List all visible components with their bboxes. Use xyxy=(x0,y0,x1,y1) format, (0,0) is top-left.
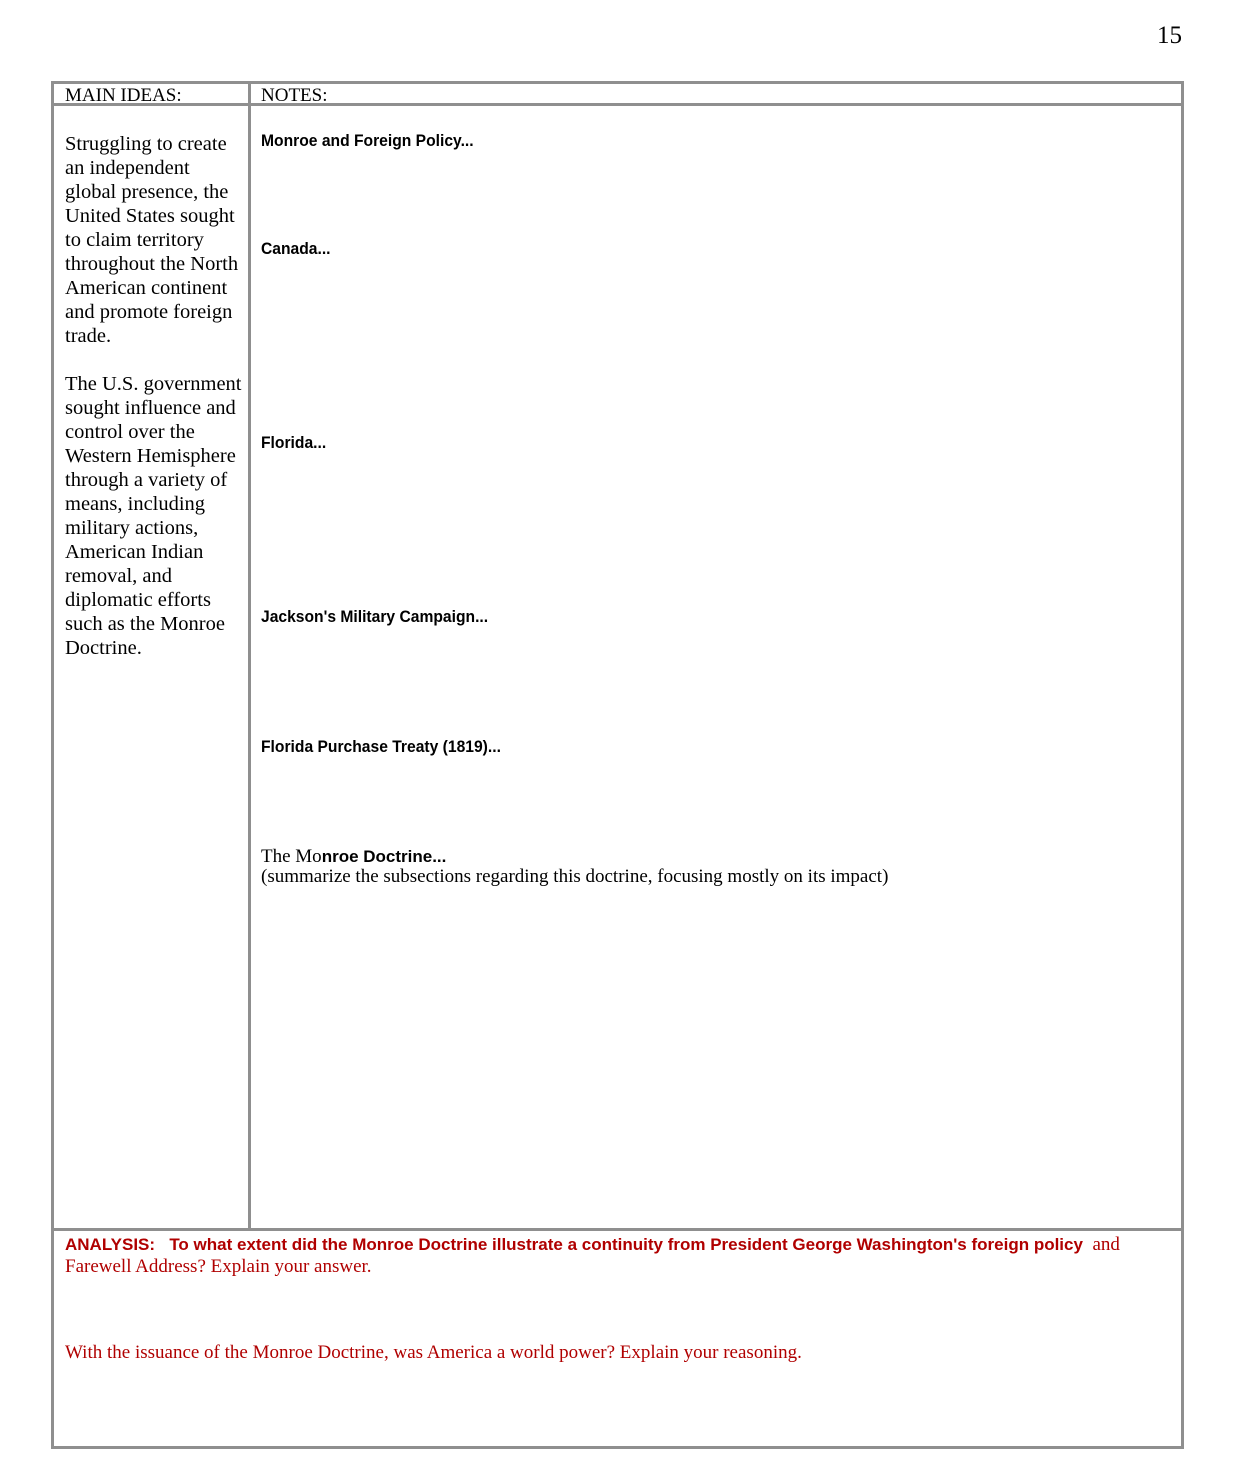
notes-table xyxy=(51,81,1184,1449)
notes-header: NOTES: xyxy=(261,85,328,106)
main-ideas-column xyxy=(65,132,245,684)
header-divider xyxy=(54,103,1181,106)
topic-jackson-campaign: Jackson's Military Campaign... xyxy=(261,607,489,626)
page-number: 15 xyxy=(1157,22,1182,49)
analysis-q1-bold: To what extent did the Monroe Doctrine illustrate a continuity from President George Washington's foreign policy xyxy=(169,1235,1083,1254)
main-ideas-header: MAIN IDEAS: xyxy=(65,85,182,106)
column-divider xyxy=(248,84,251,1231)
monroe-instruction: (summarize the subsections regarding this doctrine, focusing mostly on its impact) xyxy=(261,866,889,887)
analysis-divider xyxy=(54,1228,1181,1231)
monroe-prefix: The Mo xyxy=(261,846,322,867)
analysis-q1-rest: and Farewell Address? Explain your answer. xyxy=(65,1234,1120,1277)
main-idea-1: Struggling to create an independent global presence, the United States sought to claim territory throughout the North American continent and promote foreign trade. xyxy=(65,133,239,347)
analysis-question-2: With the issuance of the Monroe Doctrine, was America a world power? Explain your reasoning. xyxy=(65,1342,802,1363)
topic-monroe-doctrine xyxy=(261,846,446,868)
monroe-bold: nroe Doctrine... xyxy=(321,847,447,866)
analysis-label: ANALYSIS: xyxy=(65,1235,156,1254)
topic-florida: Florida... xyxy=(261,433,327,452)
analysis-question-1 xyxy=(65,1234,1175,1278)
topic-monroe-foreign-policy: Monroe and Foreign Policy... xyxy=(261,131,474,150)
topic-canada: Canada... xyxy=(261,239,331,258)
topic-florida-purchase-treaty: Florida Purchase Treaty (1819)... xyxy=(261,737,501,756)
main-idea-2: The U.S. government sought influence and control over the Western Hemisphere through a variety of means, including military actions, American Indian removal, and diplomatic efforts such as the Monroe Doctrine. xyxy=(65,373,242,659)
